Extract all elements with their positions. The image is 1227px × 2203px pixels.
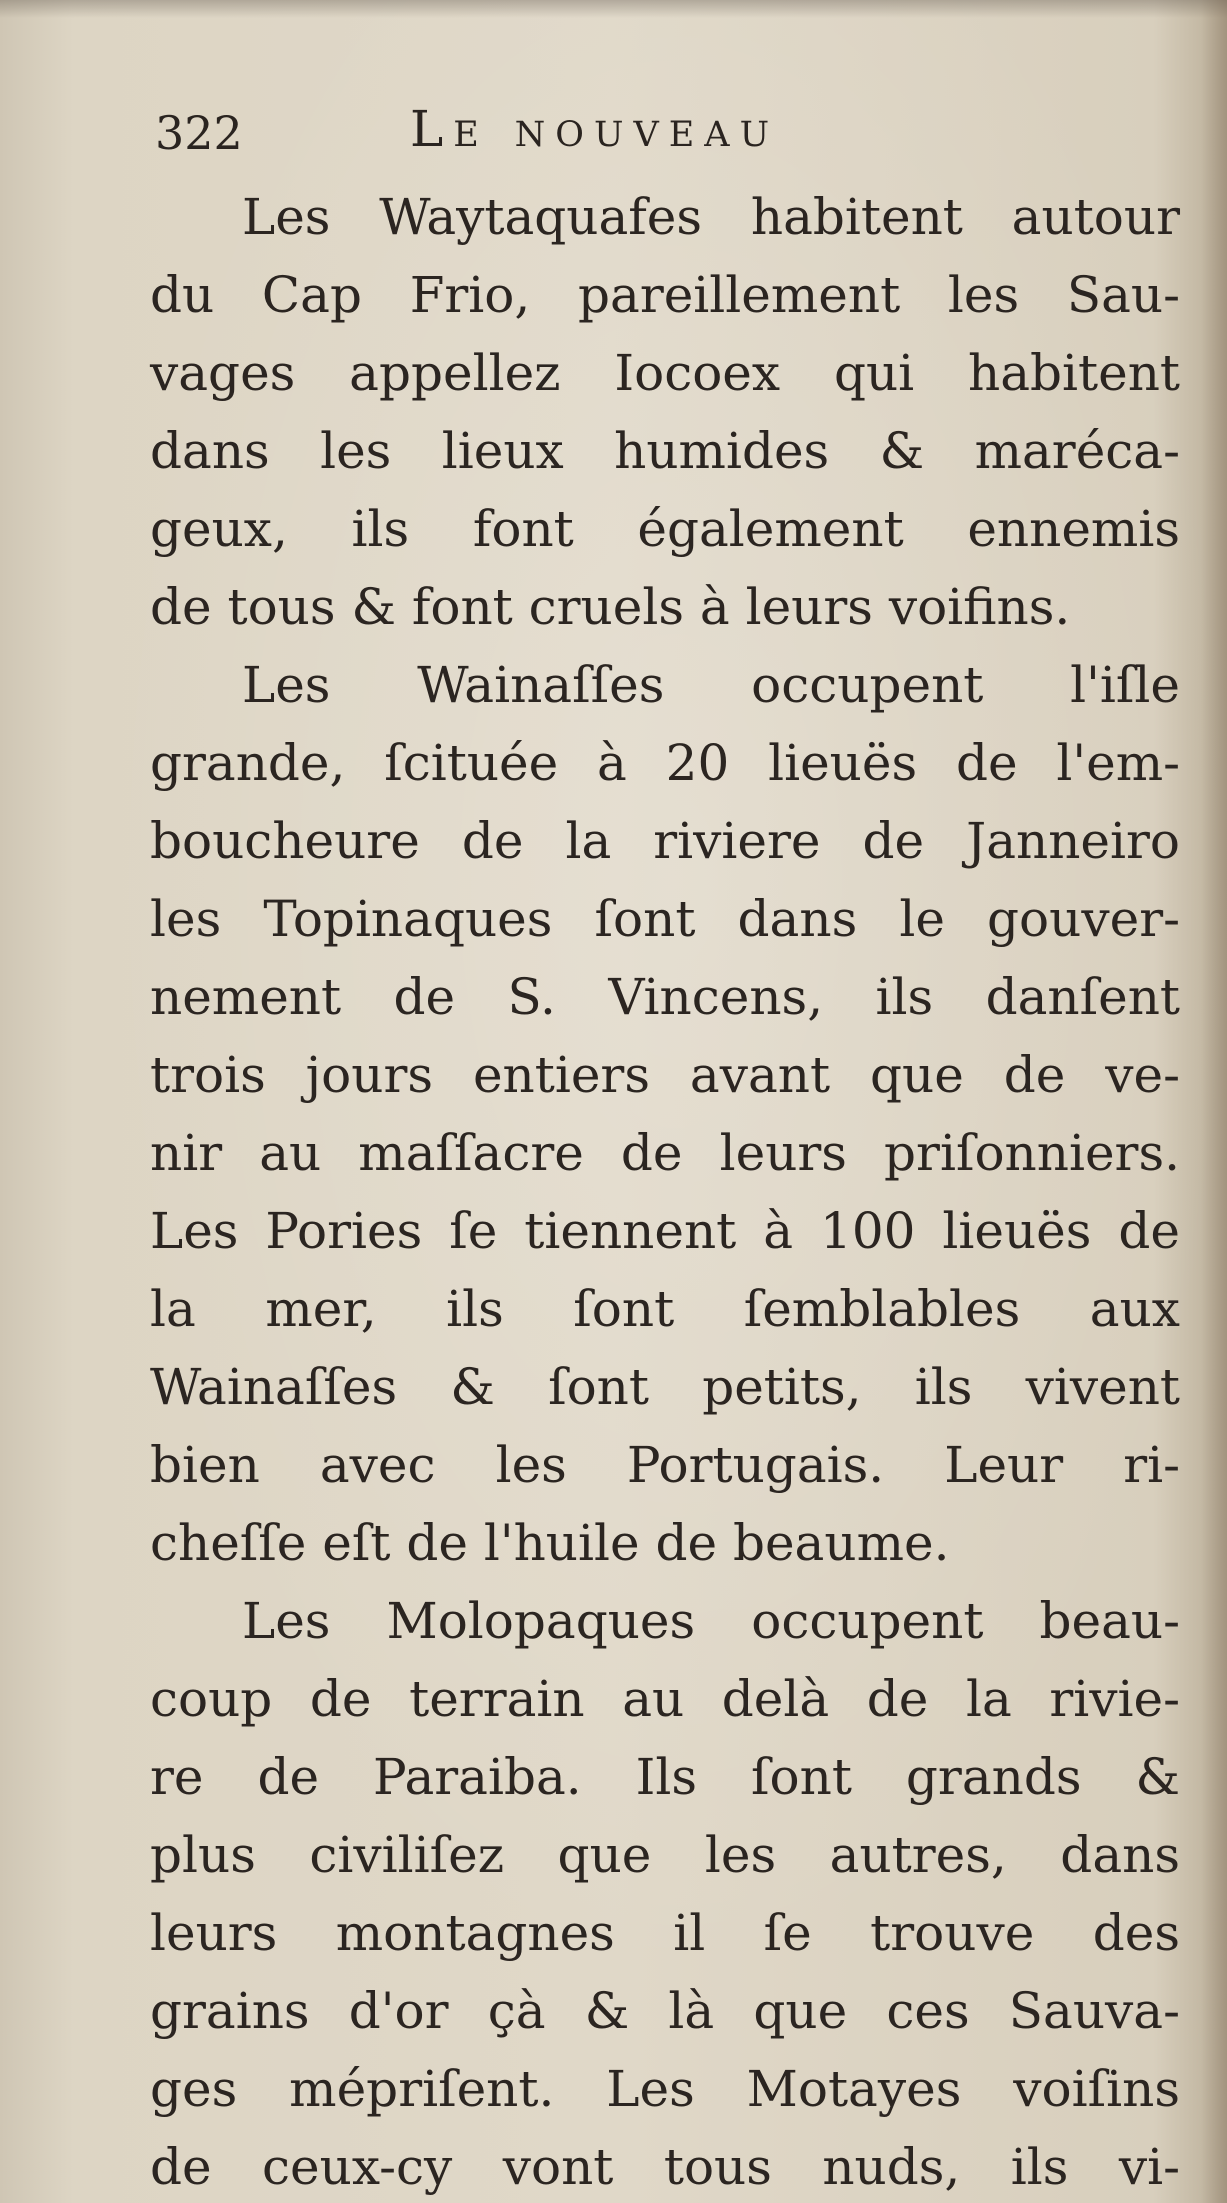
text-line: dans les lieux humides & maréca- bbox=[150, 422, 1180, 480]
text-line: de tous & font cruels à leurs voifins. bbox=[150, 578, 1071, 636]
text-line: vages appellez Iocoex qui habitent bbox=[150, 344, 1180, 402]
text-line: les Topinaques ſont dans le gouver- bbox=[150, 890, 1180, 948]
page-top-shadow bbox=[0, 0, 1227, 18]
page-number: 322 bbox=[155, 106, 243, 160]
body-text bbox=[150, 178, 1180, 2203]
text-line: re de Paraiba. Ils ſont grands & bbox=[150, 1748, 1180, 1806]
text-line: Les Wainaſſes occupent l'iſle bbox=[242, 656, 1180, 714]
text-line: Wainaſſes & ſont petits, ils vivent bbox=[150, 1358, 1180, 1416]
text-line: Les Waytaquafes habitent autour bbox=[242, 188, 1180, 246]
text-line: trois jours entiers avant que de ve- bbox=[150, 1046, 1180, 1104]
text-line: plus civiliſez que les autres, dans bbox=[150, 1826, 1180, 1884]
text-line: grande, ſcituée à 20 lieuës de l'em- bbox=[150, 734, 1180, 792]
text-line: bien avec les Portugais. Leur ri- bbox=[150, 1436, 1180, 1494]
text-line: Les Pories ſe tiennent à 100 lieuës de bbox=[150, 1202, 1180, 1260]
text-line: nir au maſſacre de leurs priſonniers. bbox=[150, 1124, 1180, 1182]
text-line: nement de S. Vincens, ils danſent bbox=[150, 968, 1180, 1026]
text-line: cheſſe eſt de l'huile de beaume. bbox=[150, 1514, 950, 1572]
page-right-shadow bbox=[1201, 0, 1227, 2203]
text-line: grains d'or çà & là que ces Sauva- bbox=[150, 1982, 1180, 2040]
text-line: de ceux-cy vont tous nuds, ils vi- bbox=[150, 2138, 1180, 2196]
page-header bbox=[155, 100, 1155, 170]
text-line: Les Molopaques occupent beau- bbox=[242, 1592, 1180, 1650]
text-line: coup de terrain au delà de la rivie- bbox=[150, 1670, 1180, 1728]
text-line: leurs montagnes il ſe trouve des bbox=[150, 1904, 1180, 1962]
text-line: geux, ils font également ennemis bbox=[150, 500, 1180, 558]
running-head: Le nouveau bbox=[410, 100, 780, 158]
text-line: ges mépriſent. Les Motayes voiſins bbox=[150, 2060, 1180, 2118]
text-line: du Cap Frio, pareillement les Sau- bbox=[150, 266, 1180, 324]
text-line: boucheure de la riviere de Janneiro bbox=[150, 812, 1180, 870]
text-line: la mer, ils ſont ſemblables aux bbox=[150, 1280, 1180, 1338]
